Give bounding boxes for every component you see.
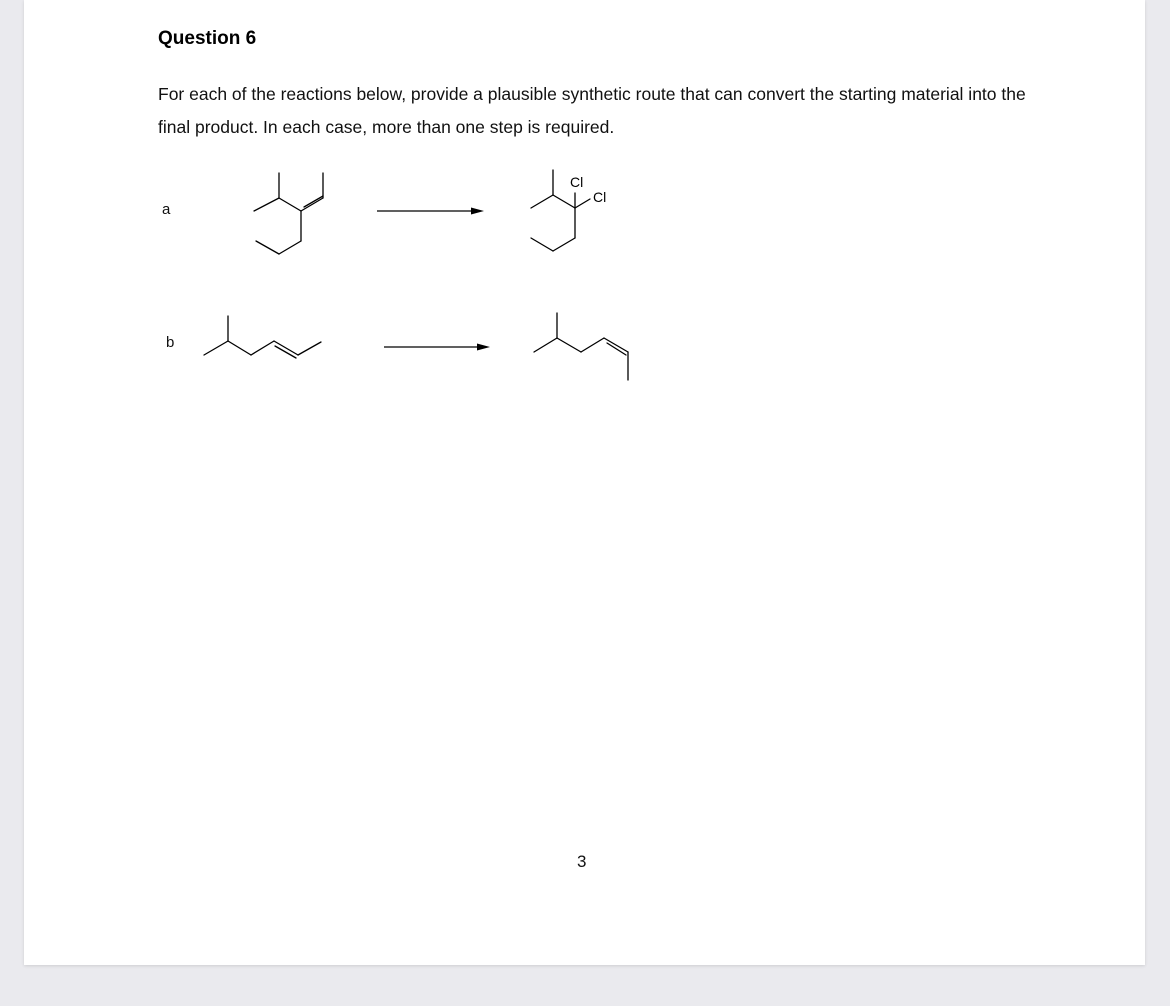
reaction-a-label: a [162,201,171,218]
reaction-a-starting-material [254,173,323,254]
reaction-a-arrow [377,208,484,215]
page-number: 3 [577,852,587,871]
reaction-scheme [24,0,1145,965]
reaction-b-product [534,313,628,380]
product-chlorine-label: Cl [570,174,584,190]
reaction-b-starting-material [204,316,321,358]
question-title: Question 6 [158,28,257,49]
reaction-b-label: b [166,334,175,351]
question-instructions: For each of the reactions below, provide a plausible synthetic route that can convert the starting material into the final product. In each case, more than one step is required. [158,84,1026,137]
product-chlorine-label: Cl [593,189,607,205]
reaction-a-product [531,170,606,251]
document-page [24,0,1145,965]
reaction-b-arrow [384,344,490,351]
